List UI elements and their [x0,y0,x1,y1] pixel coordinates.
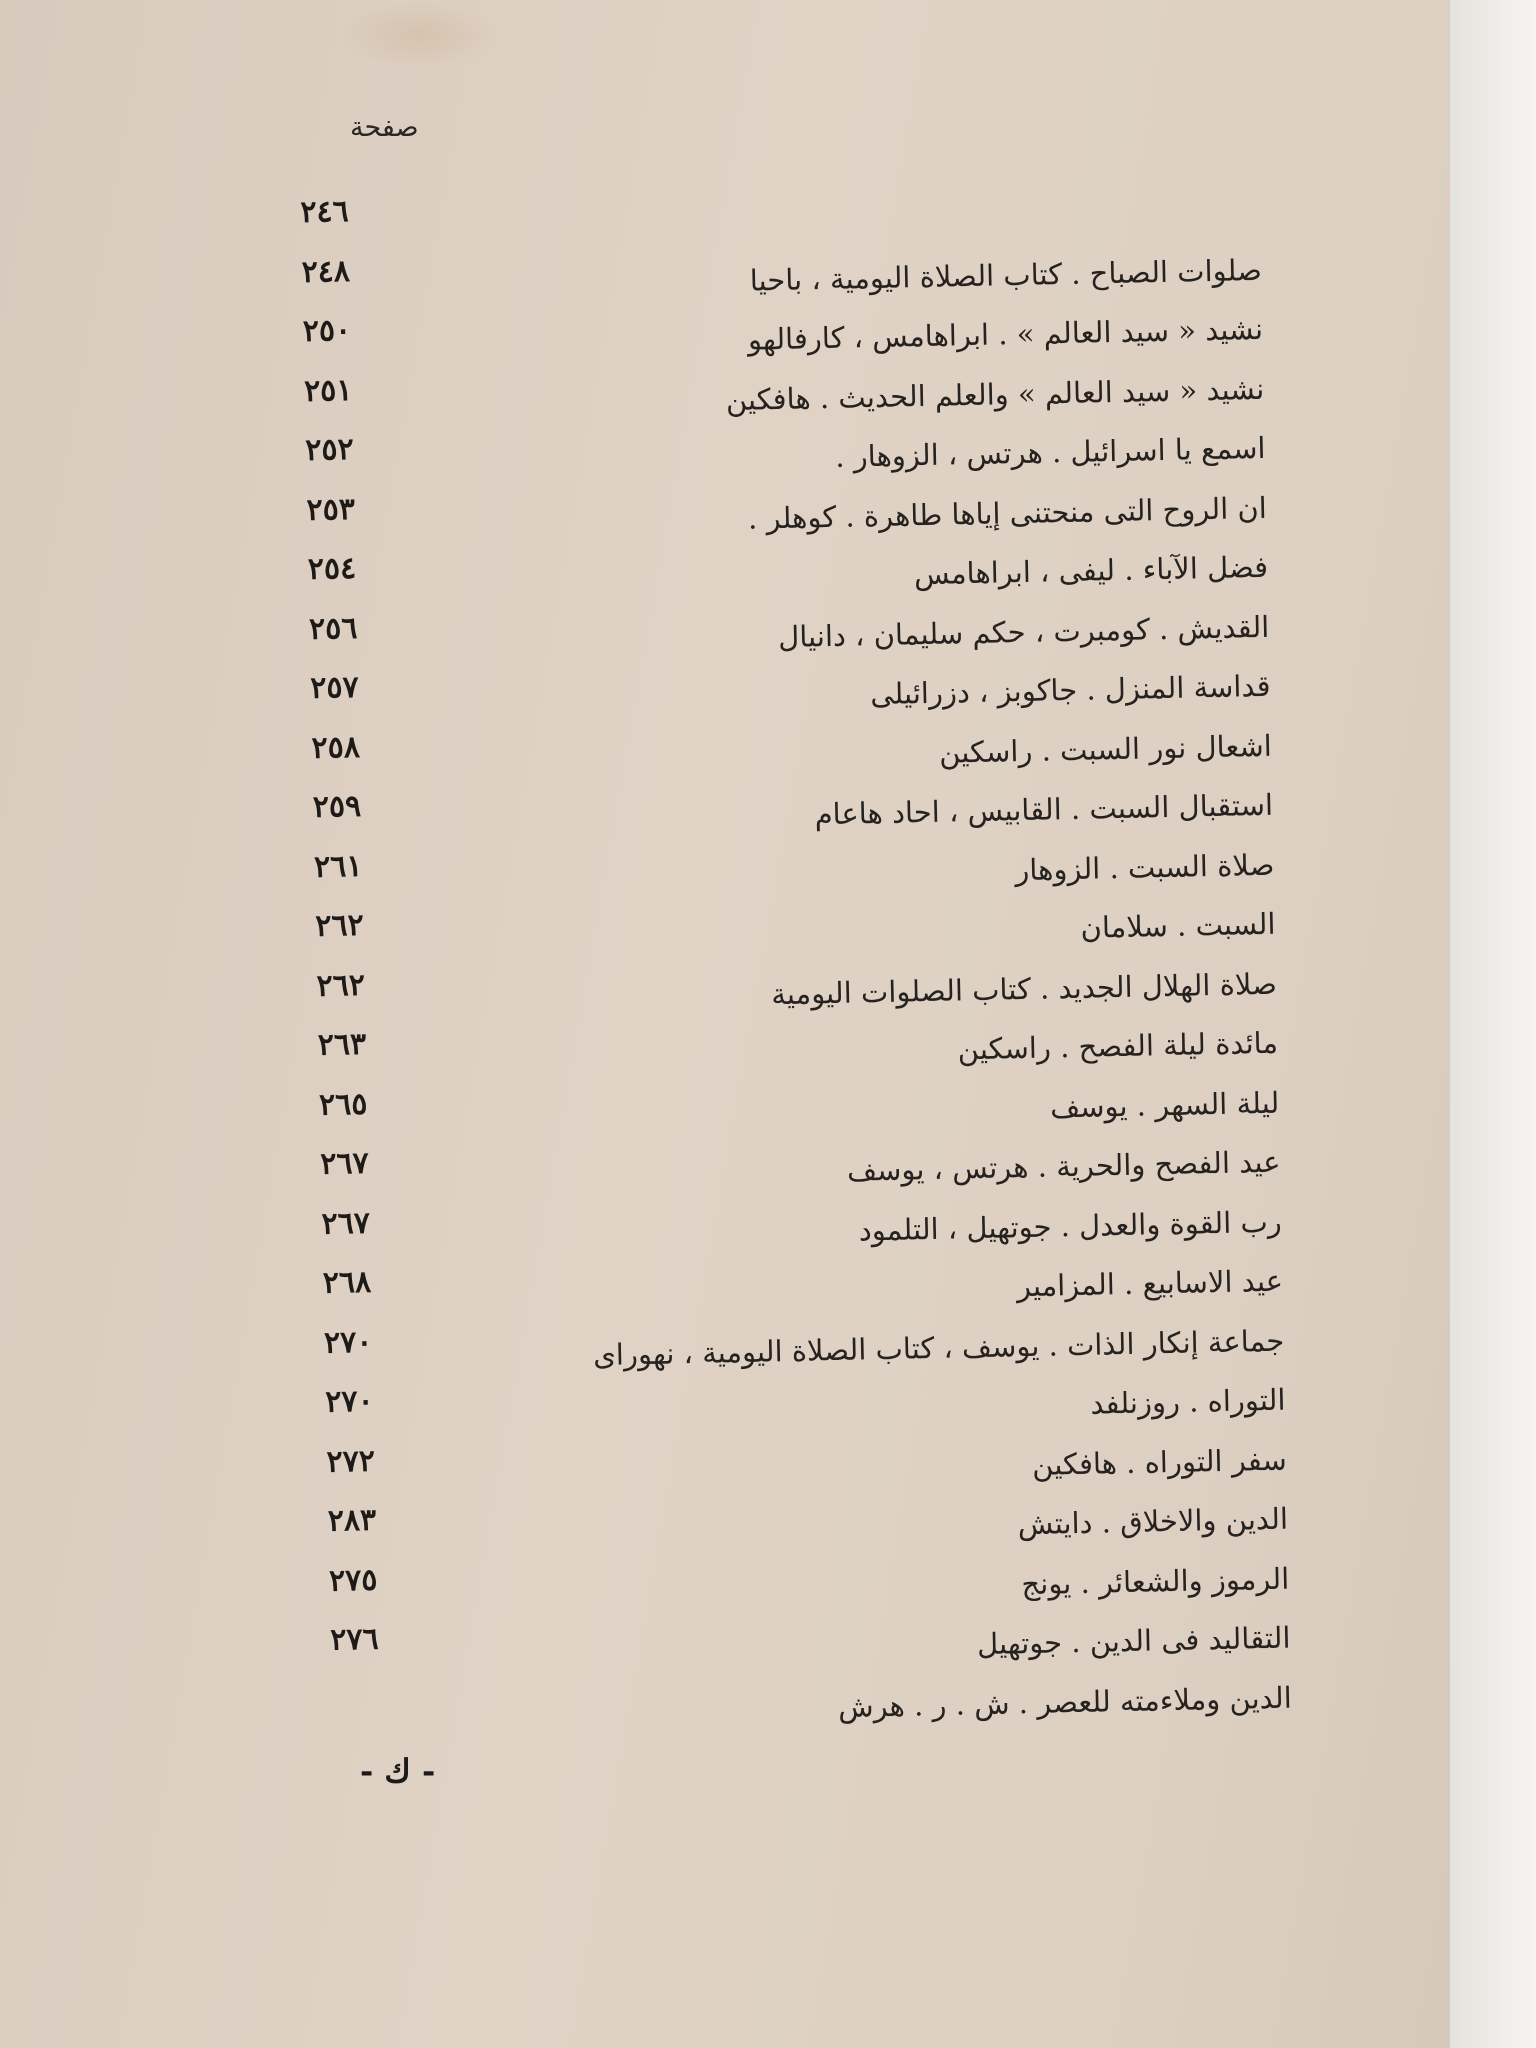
entry-title: الرموز والشعائر . يونج [1021,1561,1290,1601]
page-number: ٢٦٧ [319,1145,370,1182]
page-number: ٢٦٣ [317,1026,367,1063]
page-number: ٢٧٠ [323,1324,373,1361]
entry-title: عيد الاسابيع . المزامير [1016,1263,1284,1304]
entry-title: فضل الآباء . ليفى ، ابراهامس [913,549,1269,592]
entry-title: القديش . كومبرت ، حكم سليمان ، دانيال [777,609,1270,654]
page-number: ٢٥٧ [309,669,360,706]
page-number: ٢٥٦ [308,610,358,647]
page-number: ٢٦٧ [321,1205,371,1242]
entry-title: ليلة السهر . يوسف [1049,1085,1280,1124]
entry-title: صلوات الصباح . كتاب الصلاة اليومية ، باحيا [749,252,1263,298]
entry-title: اسمع يا اسرائيل . هرتس ، الزوهار . [834,430,1266,474]
page-number: ٢٦٢ [316,967,366,1004]
entry-title: رب القوة والعدل . جوتهيل ، التلمود [858,1204,1283,1248]
entry-title: الدين والاخلاق . دايتش [1017,1501,1289,1542]
table-of-contents [300,175,1292,1742]
page-number: ٢٧٠ [324,1383,374,1420]
background-edge [1450,0,1536,2048]
entry-title: قداسة المنزل . جاكوبز ، دزرائيلى [869,668,1271,712]
page-number: ٢٥٤ [307,550,357,587]
entry-title: سفر التوراه . هافكين [1031,1442,1288,1482]
entry-title: ان الروح التى منحتنى إياها طاهرة . كوهلر . [747,490,1268,536]
entry-title: نشيد « سيد العالم » . ابراهامس ، كارفالهو [747,311,1264,357]
page-number: ٢٥٣ [306,491,356,528]
page-number: ٢٥١ [303,372,353,409]
entry-title: صلاة السبت . الزوهار [1014,847,1275,887]
page-number: ٢٥٢ [304,431,355,468]
page-number: ٢٦٥ [318,1086,368,1123]
page-number: ٢٦١ [313,848,363,885]
page-number: ٢٦٢ [314,907,365,944]
entry-title: صلاة الهلال الجديد . كتاب الصلوات اليومية [770,966,1278,1011]
entry-title: مائدة ليلة الفصح . راسكين [957,1025,1279,1067]
paper-stain [340,0,500,70]
page-number: ٢٧٢ [326,1443,376,1480]
page-number: ٢٨٣ [327,1502,377,1539]
page-number: ٢٦٨ [322,1264,372,1301]
page-column-header: صفحة [350,112,419,143]
entry-title: استقبال السبت . القابيس ، احاد هاعام [814,787,1274,832]
page-number: ٢٧٦ [329,1621,379,1658]
entry-title: التقاليد فى الدين . جوتهيل [976,1620,1291,1662]
page-marker: - ك - [360,1752,436,1790]
entry-title: الدين وملاءمته للعصر . ش . ر . هرش [837,1680,1293,1724]
page-number: ٢٥٠ [302,312,352,349]
entry-title: نشيد « سيد العالم » والعلم الحديث . هافكين [725,371,1265,417]
page-number: ٢٥٩ [312,788,362,825]
page-number: ٢٤٨ [301,253,351,290]
entry-title: عيد الفصح والحرية . هرتس ، يوسف [846,1144,1281,1188]
entry-title: جماعة إنكار الذات . يوسف ، كتاب الصلاة اليومية ، نهوراى [592,1323,1285,1372]
page-number: ٢٥٨ [311,729,361,766]
page-number: ٢٧٥ [328,1562,378,1599]
page-number: ٢٤٦ [300,193,350,230]
entry-title: السبت . سلامان [1080,906,1276,945]
entry-title: اشعال نور السبت . راسكين [938,728,1273,770]
entry-title: التوراه . روزنلفد [1090,1382,1286,1421]
